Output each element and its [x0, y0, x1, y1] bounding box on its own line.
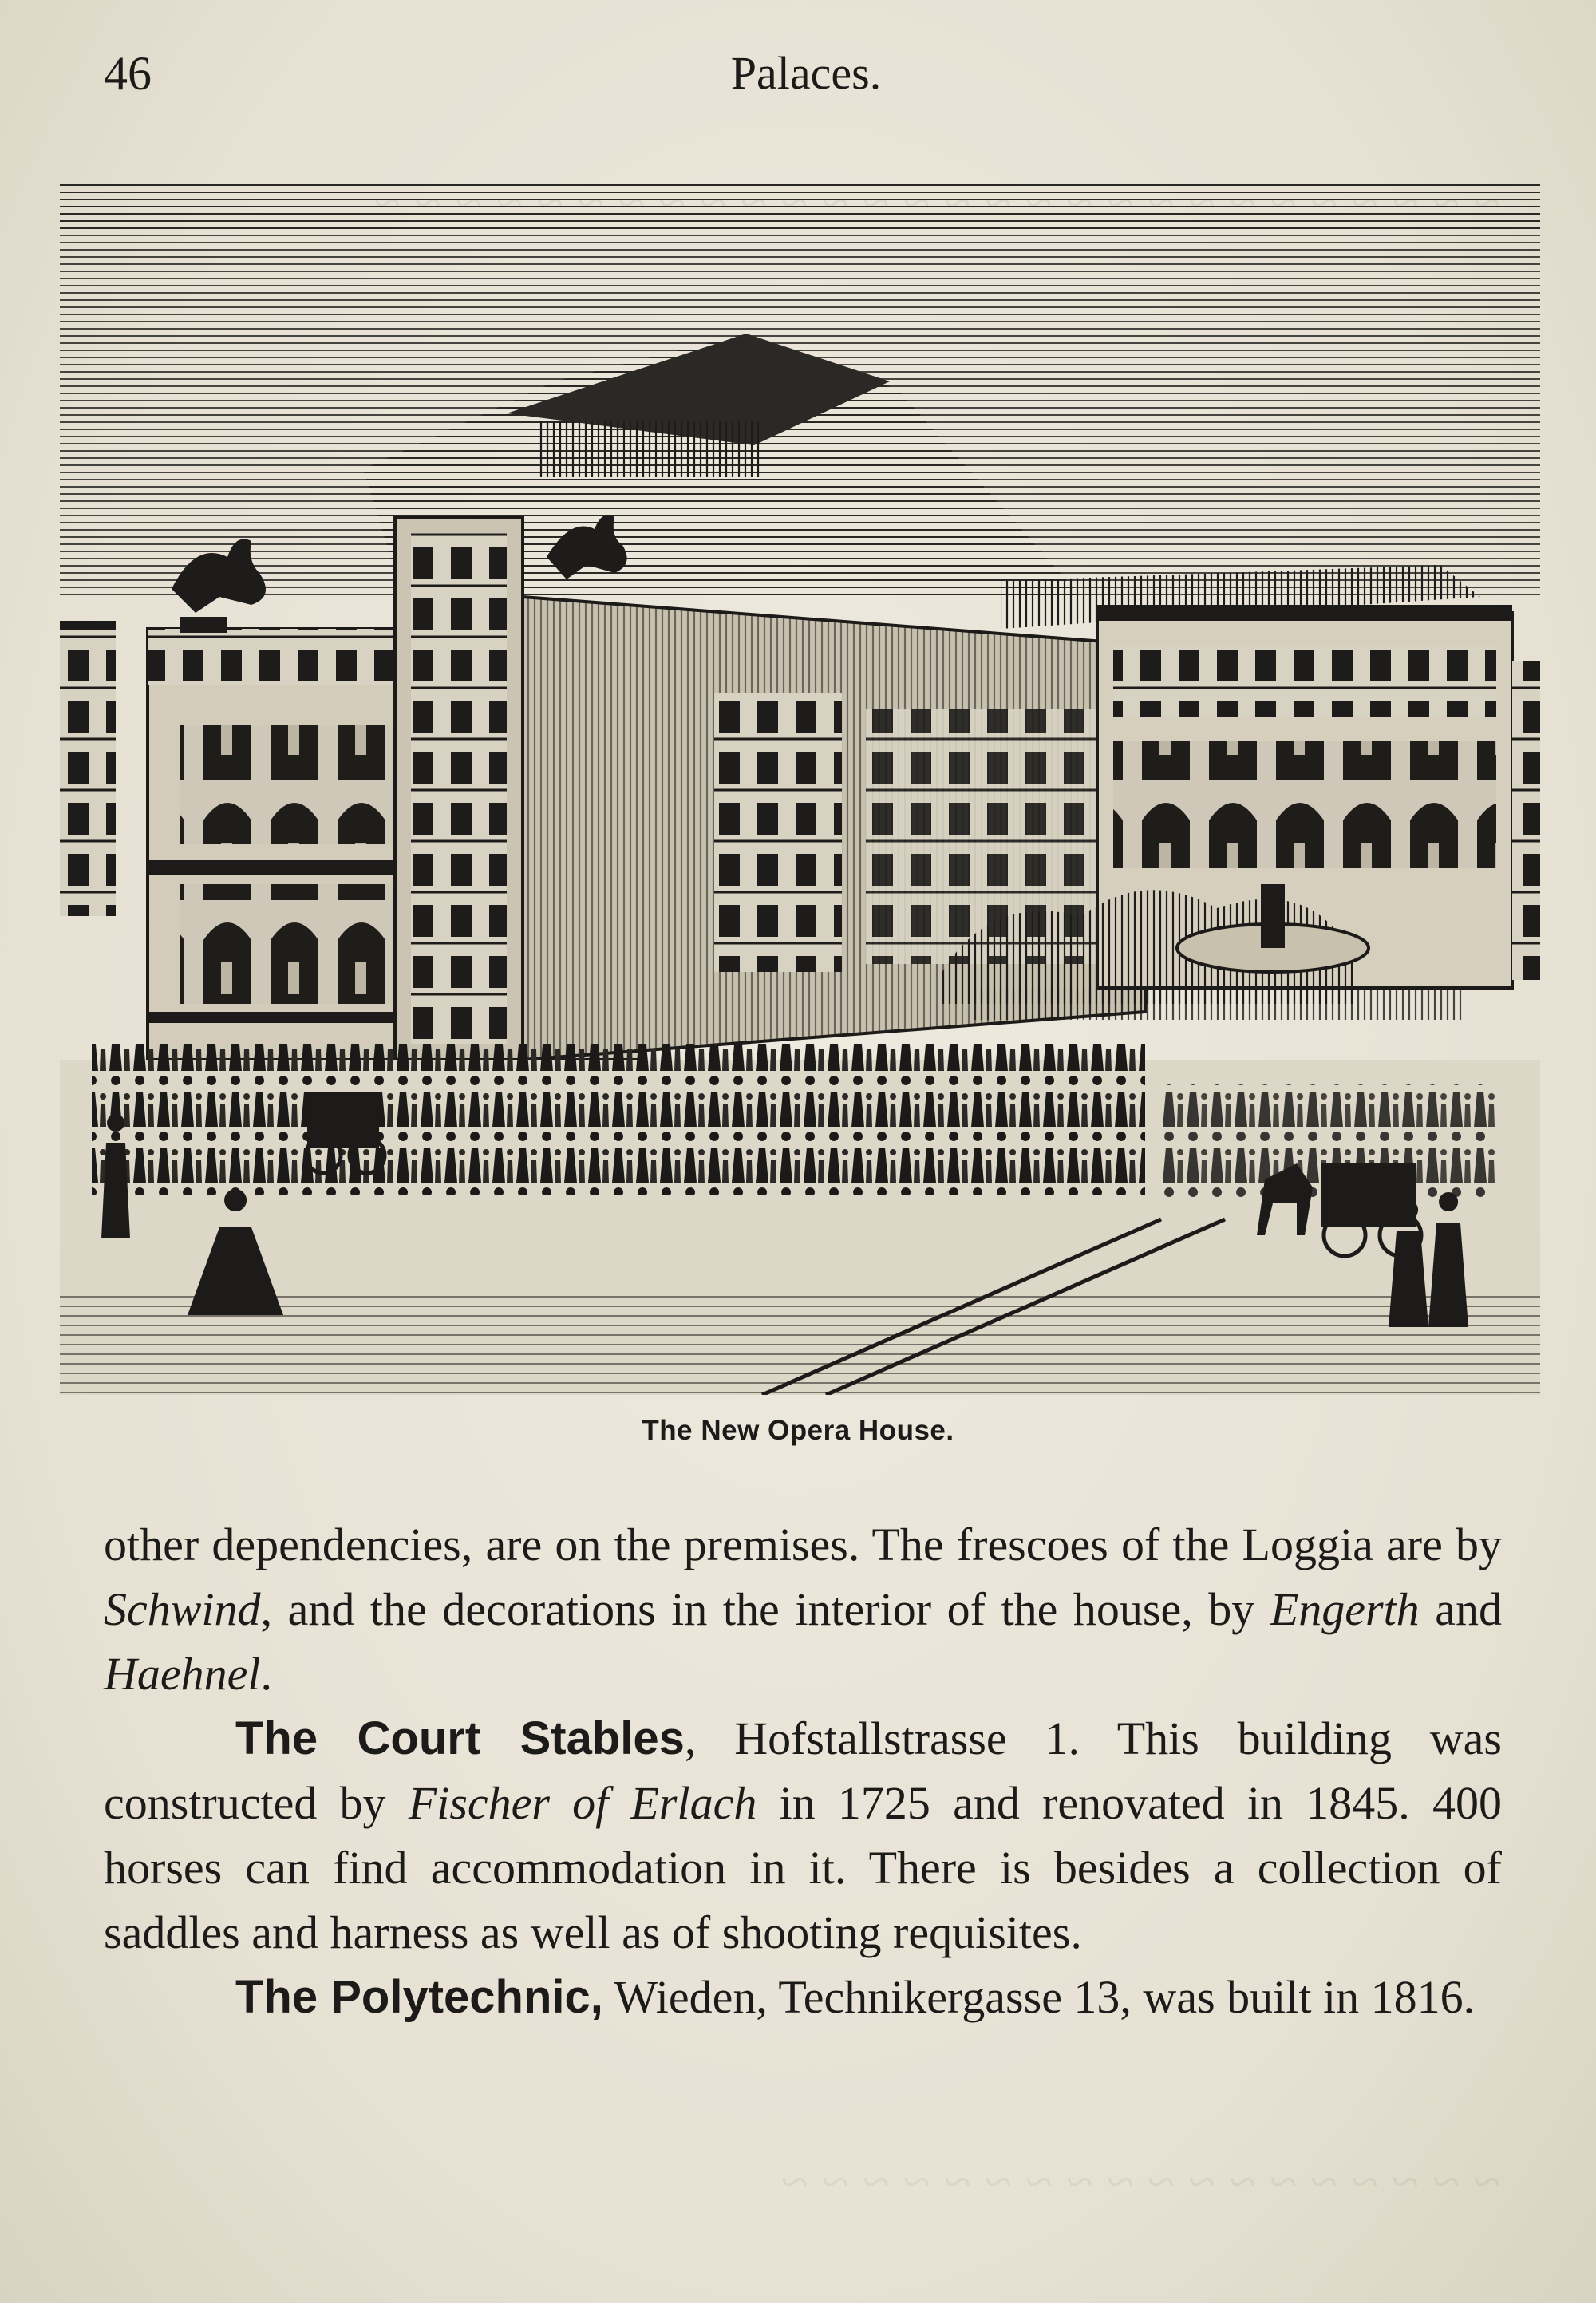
entry-heading: The Polytechnic, [235, 1971, 603, 2023]
artist-name: Engerth [1270, 1583, 1420, 1635]
text-run: other dependencies, are on the premises. The frescoes of the Loggia are by [104, 1519, 1502, 1570]
text-run: Wieden, Technikergasse 13, was built in 1816. [602, 1971, 1476, 2023]
page-header [104, 46, 1508, 110]
engraving-illustration [60, 182, 1540, 1395]
text-run: , Hofstallstrasse 1. This building was constructed by [104, 1712, 1502, 1829]
body-text [104, 1512, 1502, 2029]
entry-heading: The Court Stables [235, 1712, 685, 1764]
paragraph-polytechnic [104, 1965, 1502, 2029]
architect-name: Fischer of Erlach [408, 1777, 757, 1829]
show-through-text-bottom: ~ ~ ~ ~ ~ ~ ~ ~ ~ ~ ~ ~ ~ ~ ~ ~ ~ ~ [780, 2155, 1500, 2210]
opera-house-engraving [60, 182, 1540, 1395]
text-run: in 1725 and renovated in 1845. 400 horses can find accommodation in it. There is besides a collection of saddles and harness as well as of shooting requisites. [104, 1777, 1502, 1958]
paragraph-court-stables [104, 1706, 1502, 1965]
text-run: , and the decorations in the interior of the house, by [260, 1583, 1270, 1635]
text-run: and [1419, 1583, 1502, 1635]
text-run: . [260, 1648, 272, 1700]
page-number: 46 [104, 47, 152, 100]
artist-name: Haehnel [104, 1648, 261, 1700]
running-title: Palaces. [730, 47, 882, 99]
artist-name: Schwind [104, 1583, 261, 1635]
paragraph-loggia [104, 1512, 1502, 1706]
figure-caption: The New Opera House. [642, 1415, 954, 1446]
